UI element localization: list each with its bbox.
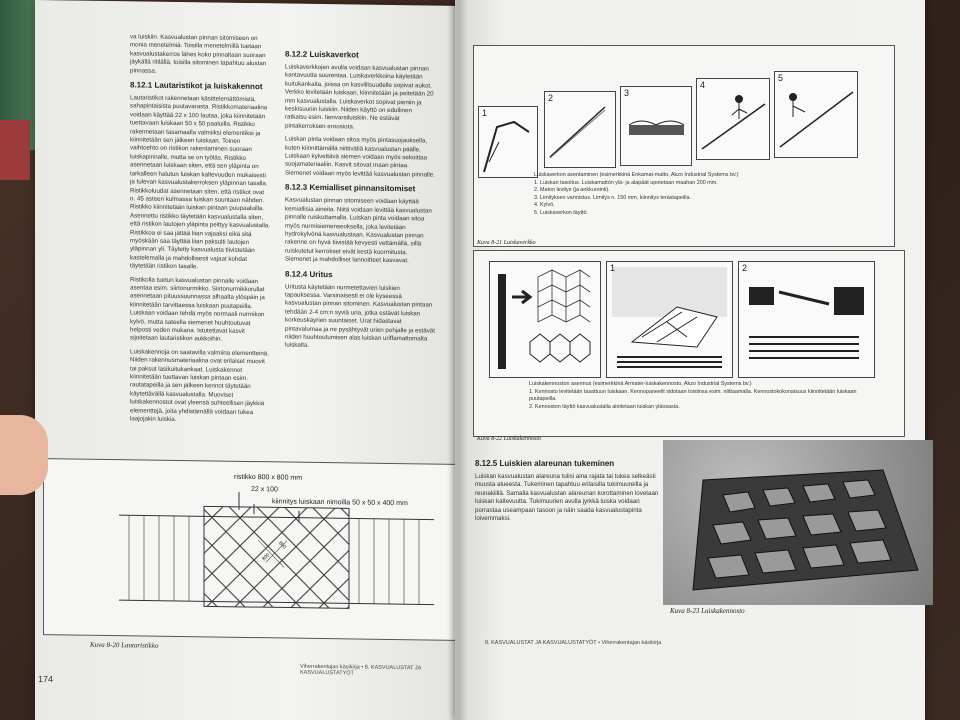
fig21-desc-item: 5. Luiskaverkon täyttö. (534, 209, 588, 216)
step-5-drawing (775, 72, 857, 157)
right-footer: 8. KASVUALUSTAT JA KASVUALUSTATYÖT • Viherrakentajan käsikirja (485, 640, 662, 646)
cell-panel-1 (606, 261, 733, 378)
step-panel-3 (620, 86, 692, 166)
paragraph-luiskan-pinta: Luiskan pinta voidaan sitoa myös pintasuojauksella, kuten kiinnittämällä niittiväliä kasvualustan päälle. Luiskaan kylvettävä siemen voidaan myös sekoittaa suojamateriaaliin. Kasvit sitovat maan pintaa. Siemenet voidaan myös levittää kasvualustan pinnalle. (285, 135, 435, 179)
step-4-drawing (697, 79, 769, 159)
step-number: 2 (742, 263, 748, 273)
paragraph-kemialliset: Kasvualustan pinnan sitomiseen voidaan käyttää kemiallisia aineita. Niitä voidaan levittää kasvualustan pinnalle ruiskuttamalla. Luiskan pinta voidaan sitoa myös nurmisiemenseoksella, joka levitetään hydrokylvönä kasvualustaan. Kasvualustan pinnan rakenne on hyvä tiivistää kevyesti vettämällä, sillä ruiskutetut kerrokset eivät kestä kuormitusta. Siemenet ja mahdolliset lannoitteet kasvavat. (285, 196, 432, 265)
label-lauta: 22 x 100 (251, 486, 278, 494)
left-column (130, 33, 270, 430)
step-1-drawing (479, 107, 537, 177)
fig21-description (534, 172, 834, 218)
step-panel-2 (544, 91, 616, 168)
label-ristikko: ristikko 800 x 800 mm (234, 473, 303, 482)
fig21-desc-title: Luiskaverkon asentaminen (esimerkkinä Enkamat-matto, Akzo Industrial Systems bv.) (534, 172, 739, 178)
heading-8-12-4: 8.12.4 Uritus (285, 269, 333, 279)
heading-8-12-2: 8.12.2 Luiskaverkot (285, 49, 359, 60)
right-page-number: 175 (925, 660, 941, 670)
fig22-desc-item: 1. Kennosto levitetään tasattuun luiskaan. Kennopaneelit sidotaan toisiinsa esim. niittaamalla. Kennostokokonaisuus kiinnitetään luiskaan puutapeilla. (529, 388, 857, 403)
paragraph-luiskakennoja: Luiskakennoja on saatavilla valmiina elementteinä. Niiden rakennusmateriaalina ovat erilaiset muovit tai paksut lasikuitukankaat. Luiskakennot kiinnitetään tuettavan luiskan pintaan esim. rautatapeilla ja sen jälkeen kennot täytetään käytettävällä kasvualustalla. Muoviset luiskakennostot ovat yleensä suhteellisen jäykkiä elementtejä, joita yhdistämällä voidaan tukea laajojakin luiskia. (130, 348, 269, 424)
step-number: 2 (548, 93, 554, 103)
caption-8-20: Kuva 8-20 Lautaristikko (90, 640, 159, 650)
fig22-desc-item: 2. Kennoston täyttö kasvualustalla aloitetaan luiskan yläosasta. (529, 403, 680, 410)
section-8-12-5 (475, 455, 665, 528)
figure-luiskakennosto (473, 250, 905, 437)
paragraph-luiskaverkot: Luiskaverkkojen avulla voidaan kasvualustan pinnan kantavuutta suurentaa. Luiskaverkkoina käytetään kuitukankaita, joissa on kasvillisuudelle sopivat aukot. Verkko levitetään luiskaan, kiinnitetään ja peitetään 20 mm kasvualustalla. Luiskaverkot sopivat pieniin ja keskisuuriin luiskiin. Niiden käyttö on edullinen ratkaisu esim. tienvarsiluiskiin. Ne estävät pintakerroksen eroosiota. (285, 63, 434, 131)
left-page-number: 174 (38, 674, 54, 685)
step-number: 1 (482, 108, 488, 118)
intro-paragraph: va luiskiin. Kasvualustan pinnan sitomiseen on monia menetelmiä. Toisilla menetelmillä tuetaan kasvualustakerros lähes koko pinnaltaan suoraan jäykällä ritilällä, toisilla sitominen tapahtuu alustan pinnassa. (130, 33, 267, 75)
step-panel-1 (478, 106, 538, 178)
cell-panel-1-drawing (607, 262, 732, 377)
dim-label-1: 800 (261, 552, 272, 563)
right-column (285, 45, 435, 357)
paragraph-alareuna: Luiskan kasvualustan alareuna tulisi aina rajata tai tukea selkeästi muusta alueesta. Tukeminen tapahtuu erilaisilla tukimuureilla ja reunakiillä. Samalla kasvualustan alareunan korottaminen lovetaan luiskan kaltevuutta. Tukimuurien avulla jyrkkä luiska voidaan porrastaa useampaan tasoon ja näin saada kasvualustapinta loivemmaksi. (475, 473, 659, 523)
hex-grid-drawing (490, 262, 600, 377)
background-book-red (0, 120, 30, 180)
left-footer: Viherrakentajan käsikirja • 8. KASVUALUSTAT JA KASVUALUSTATYÖT (300, 663, 422, 677)
hex-grid-panel (489, 261, 601, 378)
fig22-description (529, 381, 869, 411)
figure-luiskaverkko (473, 45, 895, 247)
book-gutter (448, 0, 468, 720)
heading-8-12-3: 8.12.3 Kemialliset pinnansitomiset (285, 182, 416, 194)
step-number: 1 (610, 263, 616, 273)
luiskakennosto-photo (663, 440, 933, 605)
lattice-grid (204, 506, 349, 608)
figure-lautaristikko (43, 458, 465, 641)
right-page (455, 0, 941, 720)
fig21-desc-item: 1. Luiskan tasoitus. Luiskamattón ylä- ja alapäät upotetaan maahan 200 mm. (534, 179, 718, 186)
cell-panel-2 (738, 261, 875, 378)
label-kiinnitys: kiinnitys luiskaan nimoilla 50 x 50 x 400 mm (272, 498, 408, 508)
honeycomb-cells (693, 470, 918, 590)
fig22-desc-title: Luiskakennoston asennus (esimerkkinä Armater-luiskakennosto, Akzo Industrial Systems bv.) (529, 381, 752, 387)
cell-panel-2-drawing (739, 262, 874, 377)
fig21-desc-item: 2. Maton levitys (ja ankkurointi). (534, 187, 610, 194)
fig21-desc-item: 3. Limityksen varmistus. Limitys n. 150 mm, kiinnitys terästapeilla. (534, 194, 691, 201)
paragraph-ristikolla: Ristikolla tuetun kasvualustan pinnalle voidaan asentaa esim. siirtonurmikko. Siirtonurmikkorullat asennetaan pituussuunnassa alhaalta ylöspäin ja kiinnitetään tarvittaessa luiskaan puutapeilla. Luiskaan voidaan tehdä myös normaali nurmikon kylvö, mutta sateella siemenet huuhtoutuvat helposti veden mukana. Istutettavat kasvit sijoitetaan lautaristikon aukkoihin. (130, 275, 265, 344)
dim-label-2: 800 (277, 540, 288, 551)
heading-8-12-1: 8.12.1 Lautaristikot ja luiskakennot (130, 80, 263, 92)
step-panel-4 (696, 78, 770, 160)
fig21-desc-item: 4. Kylvö. (534, 202, 555, 209)
left-page (35, 0, 465, 720)
step-number: 5 (778, 73, 784, 83)
thumb (0, 415, 48, 495)
paragraph-lautaristikot: Lautaristikot rakennetaan käsittelemättömistä, sahapintaisista puutavarasta. Ristikkomateriaalina voidaan käyttää 22 x 100 lautaa, joka kiinnitetään tuettavaan luiskaan 50 x 50 paaluilla. Ristikko rakennetaan tasamaalla valmiiksi elementiksi ja kiinnitetään sen jälkeen luiskaan. Toinen vaihtoehto on ristikon rakentaminen suoraan luiskapinnalle, mutta se on työläs. Ristikko asennetaan luiskaan siten, että sen yläpinta on tarkalleen halutun luiskan kaltevuuden mukaisesti ja tulevan kasvualustakerroksen yläpinnan tasalla. Ristikkoluudat asennetaan siten, että ristikot ovat n. 45 asteen kulmassa luiskan suuntaan nähden. Ristikko kiinnitetään luiskan pintaan puupaaluilla. Asennettu ristikko täytetään kasvualustalla siten, että ristikon lautojen yläpinta peittyy kasvualustalla. Ristikkoa ei saa jättää liian vajaaksi eikä sitä myöskään saa täyttää liian paksulti lautojen yläpinnan yli. Täytetty kasvualusta tiivistetään kastelemalla ja mahdollisesti vajaat kohdat täytetään ristikon tasalle. (130, 94, 270, 271)
heading-8-12-5: 8.12.5 Luiskien alareunan tukeminen (475, 459, 615, 468)
caption-8-21: Kuva 8-21 Luiskaverkko (477, 240, 536, 246)
step-2-drawing (545, 92, 615, 167)
paragraph-uritus: Uritusta käytetään nurmetettavien luiskien tapauksessa. Varsinaisesti ei ole kyseessä kasvualustan pinnan sitominen. Kasvualustan pintaan tehdään 2-4 cm:n syviä uria, jotka estävät luiskan korkeuskäyrien suuntaiset. Urat hidastavat pintavalumaa ja ne pysähtyvät urien pohjalle ja estävät niiden huuhtoutumisen alas luiskan uriffamattomalta luiskalta. (285, 283, 435, 350)
step-3-drawing (621, 87, 691, 165)
step-number: 4 (700, 80, 706, 90)
caption-8-22: Kuva 8-22 Luiskakennosto (477, 436, 541, 442)
step-panel-5 (774, 71, 858, 158)
caption-8-23: Kuva 8-23 Luiskakennosto (670, 607, 745, 615)
photo-honeycomb (663, 440, 933, 605)
step-number: 3 (624, 88, 630, 98)
